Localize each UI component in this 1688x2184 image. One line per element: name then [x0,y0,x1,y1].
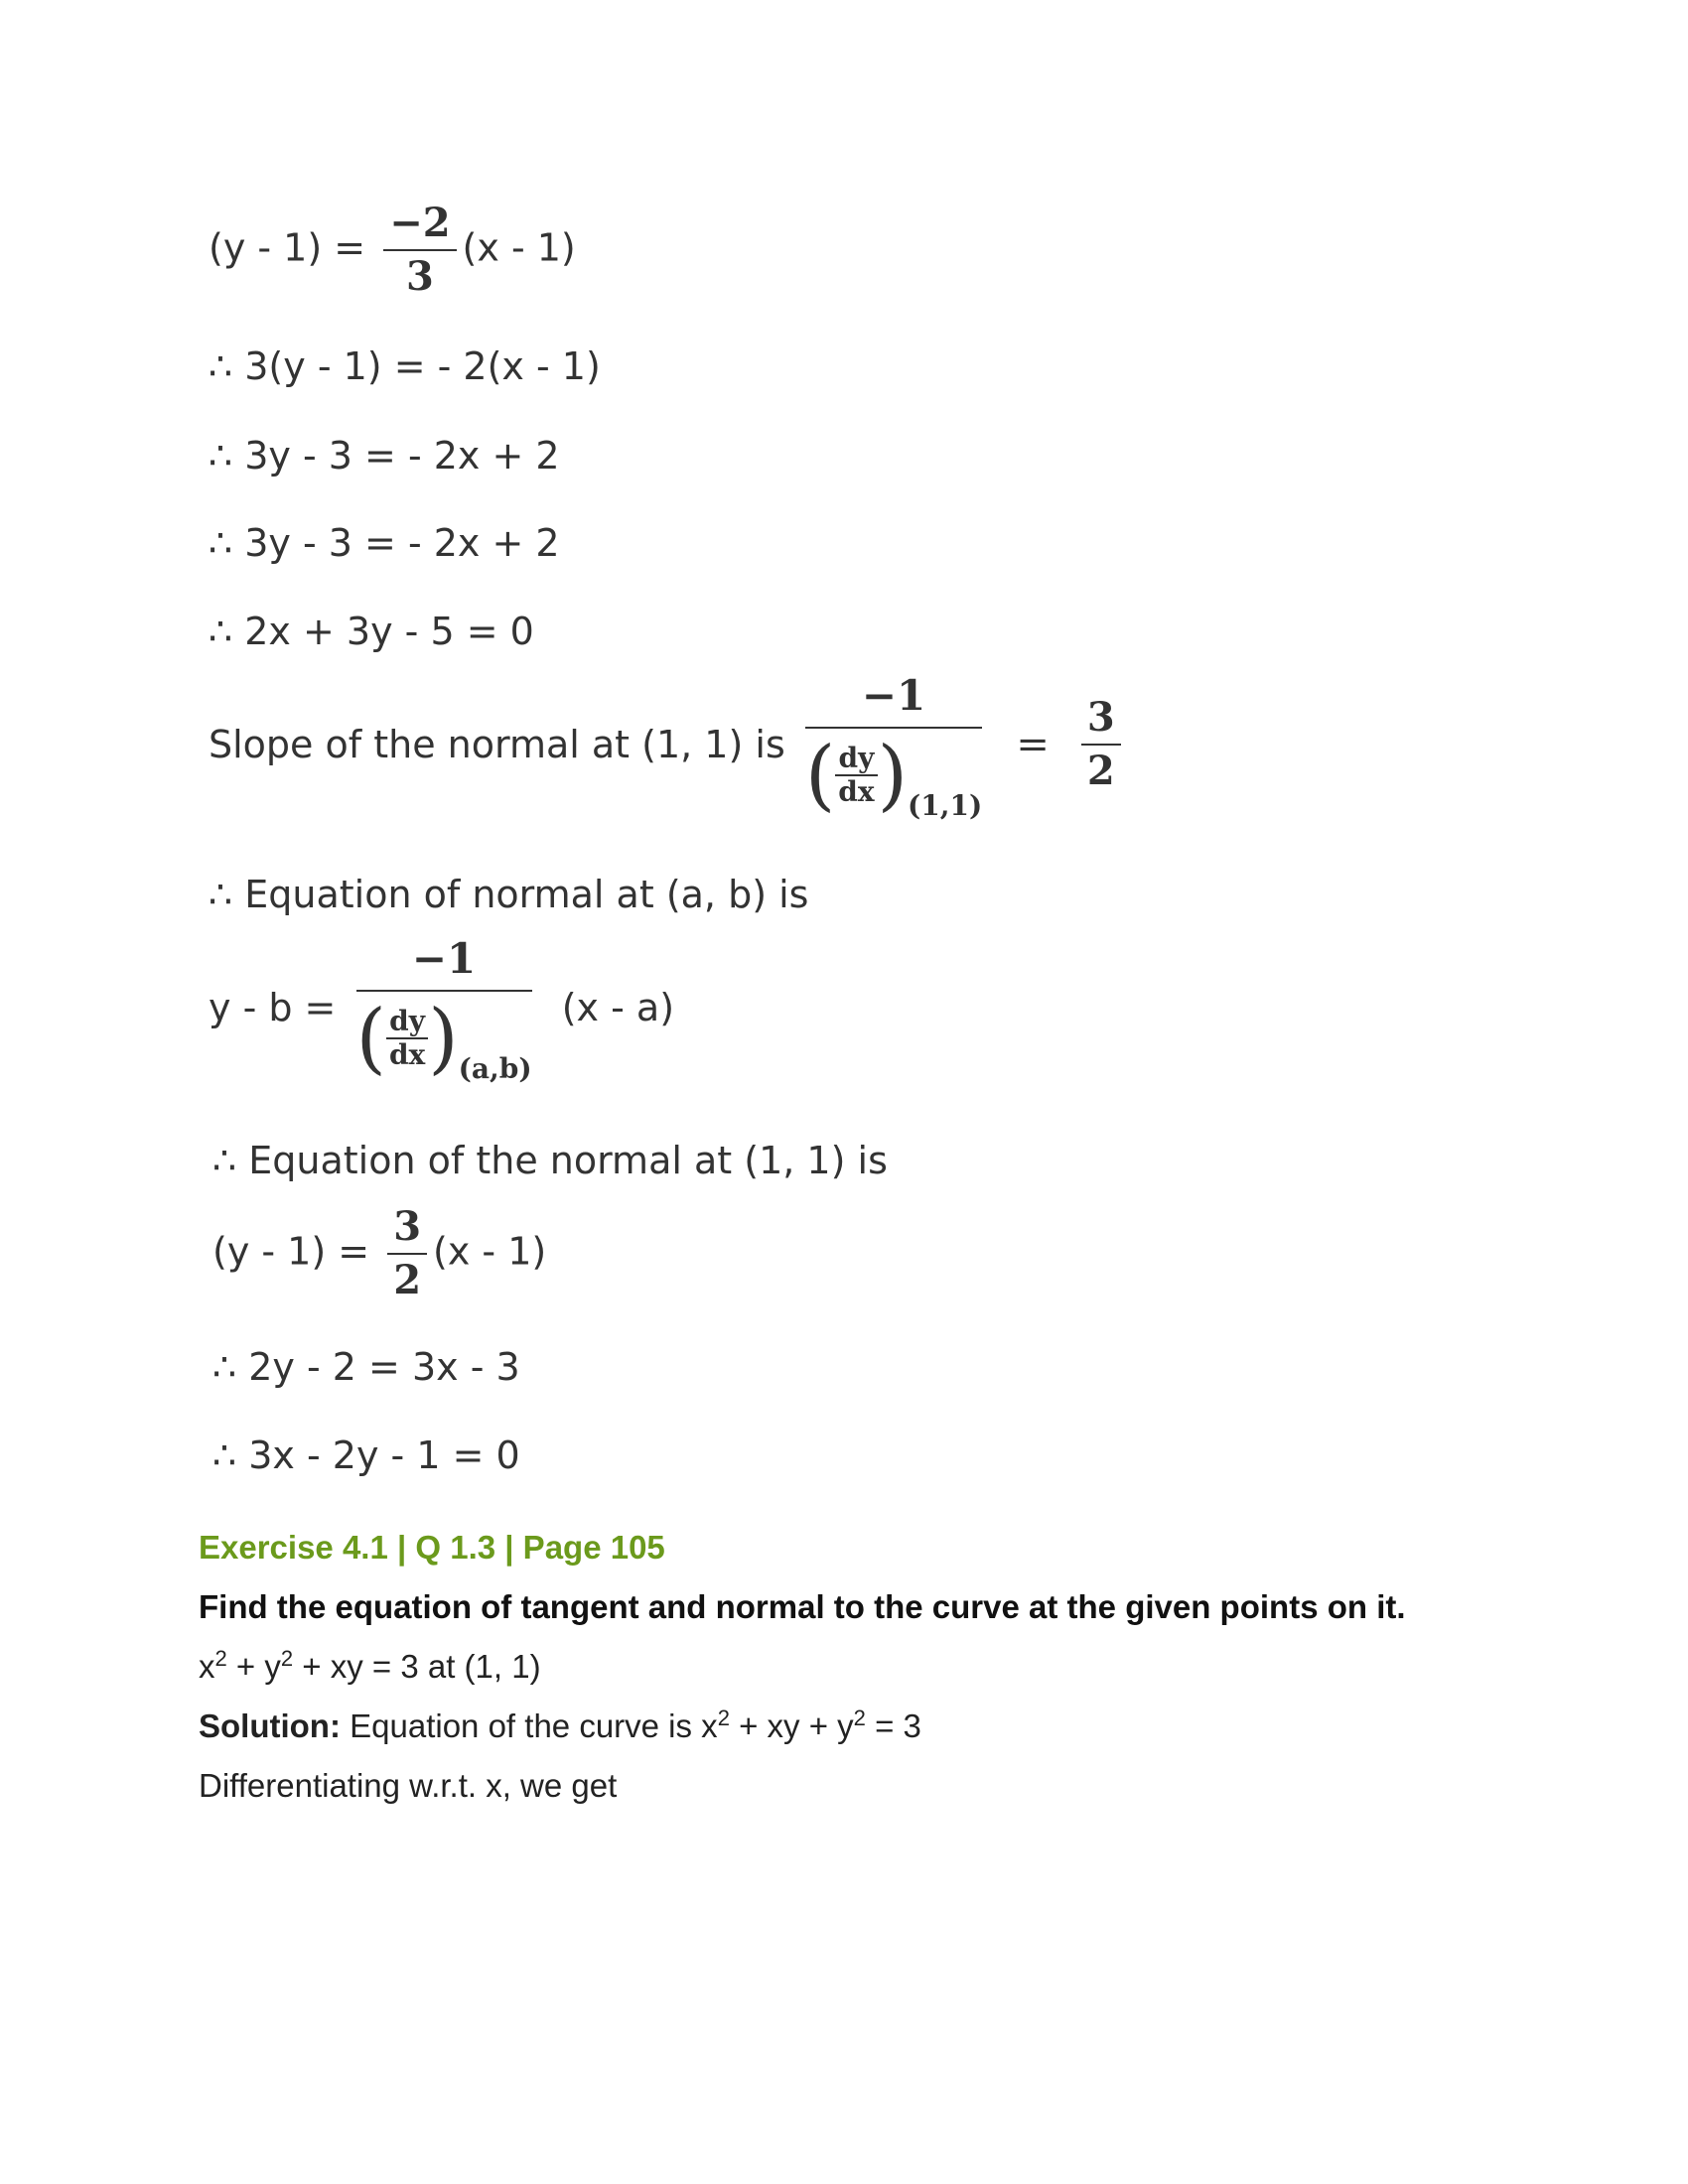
slope-result-numerator: 3 [1081,698,1121,746]
slope-normal-denominator [804,729,983,822]
equation-step-3: ∴ 3y - 3 = - 2x + 2 [209,434,560,478]
exercise-heading: Exercise 4.1 | Q 1.3 | Page 105 [199,1529,665,1566]
right-paren: ) [428,994,459,1083]
normal-11-rhs: (x - 1) [433,1229,547,1274]
derivative-point: (a,b) [458,1052,532,1085]
slope-equals: = [1016,722,1050,767]
derivative-dy: dy [386,1008,428,1039]
differentiating-text: Differentiating w.r.t. x, we get [199,1767,618,1804]
eq1-fraction [383,200,456,300]
slope-normal-line [209,671,1127,822]
curve-exp2: 2 [280,1646,294,1671]
eq1-numerator: −2 [383,204,456,251]
derivative-fraction [386,1005,428,1071]
eq1-lhs: (y - 1) = [209,225,378,270]
slope-result-fraction [1081,694,1121,794]
equation-step-4: ∴ 3y - 3 = - 2x + 2 [209,521,560,565]
solution-mid: + xy + y [729,1707,854,1744]
eq1-denominator: 3 [405,253,434,300]
derivative-dx: dx [388,1038,426,1071]
curve-x: x [199,1648,215,1685]
left-paren: ( [804,731,836,820]
normal-11-label: ∴ Equation of the normal at (1, 1) is [212,1139,888,1182]
derivative-dy: dy [835,745,877,776]
slope-normal-prefix: Slope of the normal at (1, 1) is [209,723,785,766]
solution-label: Solution: [199,1707,341,1744]
slope-normal-fraction [804,671,983,822]
curve-plus-y: + y [226,1648,281,1685]
curve-equation [199,1648,541,1686]
slope-normal-numerator: −1 [805,675,982,729]
equation-normal-result: ∴ 3x - 2y - 1 = 0 [212,1433,520,1477]
solution-end: = 3 [865,1707,921,1744]
normal-11-denominator: 2 [393,1257,422,1303]
solution-line [199,1707,921,1745]
normal-ab-equation [209,934,675,1085]
normal-11-equation [212,1203,547,1303]
normal-ab-denominator [355,992,532,1085]
left-paren: ( [355,994,386,1083]
derivative-point: (1,1) [908,789,983,822]
right-paren: ) [877,731,908,820]
slope-result-denominator: 2 [1086,748,1115,794]
curve-rest: + xy = 3 at (1, 1) [293,1648,541,1685]
normal-11-fraction [387,1203,427,1303]
normal-ab-label: ∴ Equation of normal at (a, b) is [209,873,809,916]
solution-exp2: 2 [853,1706,866,1730]
equation-step-6: ∴ 2y - 2 = 3x - 3 [212,1345,520,1389]
normal-11-lhs: (y - 1) = [212,1229,382,1274]
curve-exp1: 2 [214,1646,227,1671]
derivative-dx: dx [838,775,875,808]
normal-ab-numerator: −1 [356,938,532,992]
solution-exp1: 2 [717,1706,730,1730]
equation-step-2: ∴ 3(y - 1) = - 2(x - 1) [209,344,601,388]
normal-11-numerator: 3 [387,1207,427,1255]
eq1-rhs: (x - 1) [462,225,576,270]
normal-ab-fraction [355,934,532,1085]
normal-ab-lhs: y - b = [209,986,337,1029]
derivative-fraction [835,742,877,808]
equation-tangent-result: ∴ 2x + 3y - 5 = 0 [209,610,534,653]
equation-tangent-point-slope [209,200,576,300]
solution-text: Equation of the curve is x [340,1707,718,1744]
normal-ab-rhs: (x - a) [561,986,675,1029]
question-text: Find the equation of tangent and normal to the curve at the given points on it. [199,1588,1406,1625]
